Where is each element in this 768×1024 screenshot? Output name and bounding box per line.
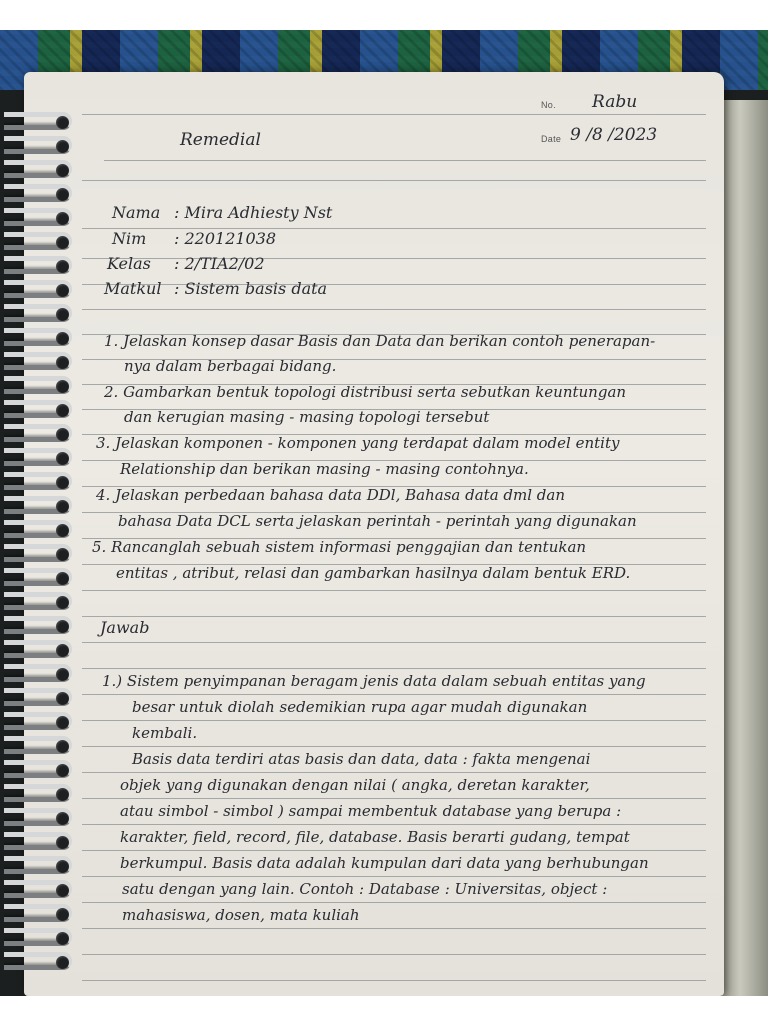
answer-line: 1.) Sistem penyimpanan beragam jenis data dalam sebuah entitas yang [102, 672, 646, 690]
question-line: 2. Gambarkan bentuk topologi distribusi serta sebutkan keuntungan [104, 383, 627, 401]
question-line: entitas , atribut, relasi dan gambarkan hasilnya dalam bentuk ERD. [116, 564, 631, 582]
question-line: dan kerugian masing - masing topologi tersebut [124, 408, 490, 426]
question-line: Relationship dan berikan masing - masing contohnya. [120, 460, 529, 478]
question-line: 4. Jelaskan perbedaan bahasa data DDl, Bahasa data dml dan [96, 486, 565, 504]
no-label: No. [541, 100, 556, 110]
identity-value: : 2/TIA2/02 [174, 254, 265, 273]
answer-line: atau simbol - simbol ) sampai membentuk database yang berupa : [120, 802, 622, 820]
notebook-cover-edge [722, 100, 768, 996]
identity-label: Kelas [107, 254, 151, 273]
identity-value: : Sistem basis data [174, 279, 328, 298]
answer-line: berkumpul. Basis data adalah kumpulan dari data yang berhubungan [120, 854, 649, 872]
answer-line: mahasiswa, dosen, mata kuliah [122, 906, 360, 924]
answer-line: karakter, field, record, file, database. Basis berarti gudang, tempat [120, 828, 630, 846]
date-value: 9 /8 /2023 [570, 125, 658, 145]
answer-line: Basis data terdiri atas basis dan data, data : fakta mengenai [132, 750, 591, 768]
question-line: bahasa Data DCL serta jelaskan perintah - perintah yang digunakan [118, 512, 637, 530]
answer-line: objek yang digunakan dengan nilai ( angka, deretan karakter, [120, 776, 590, 794]
question-line: 3. Jelaskan komponen - komponen yang terdapat dalam model entity [96, 434, 620, 452]
identity-label: Nim [112, 229, 147, 248]
day-value: Rabu [592, 92, 638, 112]
question-line: nya dalam berbagai bidang. [124, 357, 337, 375]
answer-line: besar untuk diolah sedemikian rupa agar mudah digunakan [132, 698, 588, 716]
answer-line: kembali. [132, 724, 198, 742]
page-title: Remedial [180, 130, 261, 150]
date-label: Date [541, 134, 562, 144]
answer-heading: Jawab [100, 618, 150, 637]
identity-label: Matkul [104, 279, 162, 298]
identity-value: : Mira Adhiesty Nst [174, 203, 333, 222]
question-line: 5. Rancanglah sebuah sistem informasi penggajian dan tentukan [92, 538, 587, 556]
identity-label: Nama [112, 203, 161, 222]
identity-value: : 220121038 [174, 229, 277, 248]
answer-line: satu dengan yang lain. Contoh : Database : Universitas, object : [122, 880, 608, 898]
question-line: 1. Jelaskan konsep dasar Basis dan Data dan berikan contoh penerapan- [104, 332, 656, 350]
